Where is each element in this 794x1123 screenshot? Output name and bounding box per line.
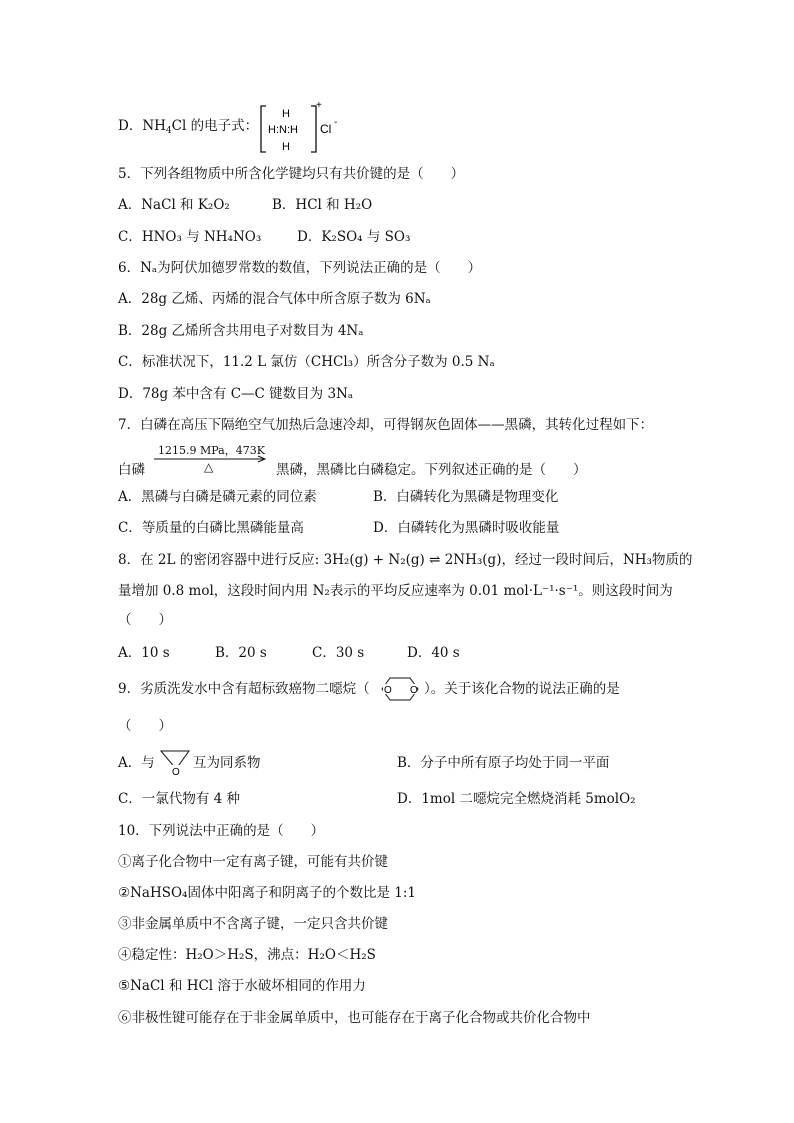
- q6-option-d: D．78g 苯中含有 C—C 键数目为 3Nₐ: [118, 386, 354, 402]
- dioxane-structure: [378, 675, 422, 703]
- q6-option-a: A．28g 乙烯、丙烯的混合气体中所含原子数为 6Nₐ: [118, 291, 431, 307]
- q7-continuation: 黑磷，黑磷比白磷稳定。下列叙述正确的是（ ）: [276, 462, 587, 478]
- epoxide-o: O: [172, 767, 180, 778]
- q8-option-a: A．10 s: [118, 645, 170, 661]
- q7-option-d: D．白磷转化为黑磷时吸收能量: [373, 520, 560, 536]
- q8-paren: （ ）: [118, 612, 172, 628]
- q9-option-a-suffix: 互为同系物: [193, 755, 261, 771]
- q7-heat-symbol: △: [204, 460, 214, 474]
- q6-option-c: C．标准状况下，11.2 L 氯仿（CHCl₃）所含分子数为 0.5 Nₐ: [118, 354, 495, 370]
- q7-condition: 1215.9 MPa，473K: [158, 444, 265, 457]
- q6-stem: 6．Nₐ为阿伏加德罗常数的数值，下列说法正确的是（ ）: [118, 260, 482, 276]
- nh4-charge-plus: +: [316, 100, 322, 111]
- q7-option-b: B．白磷转化为黑磷是物理变化: [373, 489, 559, 505]
- q9-stem-suffix: ）。关于该化合物的说法正确的是: [424, 681, 620, 697]
- q8-option-d: D．40 s: [407, 645, 460, 661]
- q6-option-b: B．28g 乙烯所含共用电子对数目为 4Nₐ: [118, 323, 364, 339]
- dioxane-o-right: O: [410, 685, 418, 696]
- q10-statement-4: ④稳定性：H₂O＞H₂S，沸点：H₂O＜H₂S: [118, 947, 376, 963]
- q4-option-d: [118, 117, 258, 140]
- q9-stem-prefix: 9．劣质洗发水中含有超标致癌物二噁烷（: [118, 681, 370, 697]
- q5-option-a: A．NaCl 和 K₂O₂: [118, 197, 230, 213]
- nh4-h-bottom: H: [282, 141, 290, 153]
- q4-option-d-suffix: Cl 的电子式：: [171, 118, 259, 134]
- q5-option-b: B．HCl 和 H₂O: [272, 197, 373, 213]
- nh4cl-electron-formula: [256, 100, 346, 158]
- nh4-h-top: H: [282, 108, 290, 120]
- q9-option-c: C．一氯代物有 4 种: [118, 791, 241, 807]
- q10-statement-1: ①离子化合物中一定有离子键，可能有共价键: [118, 854, 388, 870]
- q9-option-d: D．1mol 二噁烷完全燃烧消耗 5molO₂: [397, 791, 636, 807]
- q10-statement-5: ⑤NaCl 和 HCl 溶于水破坏相同的作用力: [118, 978, 366, 994]
- q5-stem: 5．下列各组物质中所含化学键均只有共价键的是（ ）: [118, 166, 465, 182]
- q10-statement-3: ③非金属单质中不含离子键，一定只含共价键: [118, 916, 388, 932]
- q8-line1: 8．在 2L 的密闭容器中进行反应: 3H₂(g) + N₂(g) ⇌ 2NH₃(g)，经过一段时间后，NH₃物质的: [118, 552, 693, 568]
- q8-line2: 量增加 0.8 mol，这段时间内用 N₂表示的平均反应速率为 0.01 mol·L⁻¹·s⁻¹。则这段时间为: [118, 583, 673, 599]
- q5-option-d: D．K₂SO₄ 与 SO₃: [297, 229, 411, 245]
- q10-stem: 10．下列说法中正确的是（ ）: [118, 823, 325, 839]
- cl-charge: -: [334, 117, 338, 128]
- dioxane-o-left: O: [384, 685, 392, 696]
- q9-option-a-prefix: A．与: [118, 755, 155, 771]
- q10-statement-2: ②NaHSO₄固体中阳离子和阴离子的个数比是 1:1: [118, 885, 416, 901]
- epoxide-structure: [159, 747, 193, 779]
- q5-option-c: C．HNO₃ 与 NH₄NO₃: [118, 229, 262, 245]
- q7-stem: 7．白磷在高压下隔绝空气加热后急速冷却，可得钢灰色固体——黑磷，其转化过程如下：: [118, 417, 654, 433]
- q9-paren: （ ）: [118, 718, 172, 734]
- q4-subscript: 4: [165, 126, 172, 136]
- q8-option-c: C．30 s: [312, 645, 365, 661]
- cl-label: Cl: [320, 122, 332, 136]
- q4-option-d-text: D．NH: [118, 118, 166, 134]
- q8-option-b: B．20 s: [215, 645, 267, 661]
- q10-statement-6: ⑥非极性键可能存在于非金属单质中，也可能存在于离子化合物或共价化合物中: [118, 1010, 591, 1026]
- q9-option-b: B．分子中所有原子均处于同一平面: [397, 755, 610, 771]
- q7-reactant: 白磷: [118, 462, 145, 478]
- q7-option-c: C．等质量的白磷比黑磷能量高: [118, 520, 304, 536]
- q7-option-a: A．黑磷与白磷是磷元素的同位素: [118, 489, 317, 505]
- nh4-center: H:N:H: [268, 124, 298, 136]
